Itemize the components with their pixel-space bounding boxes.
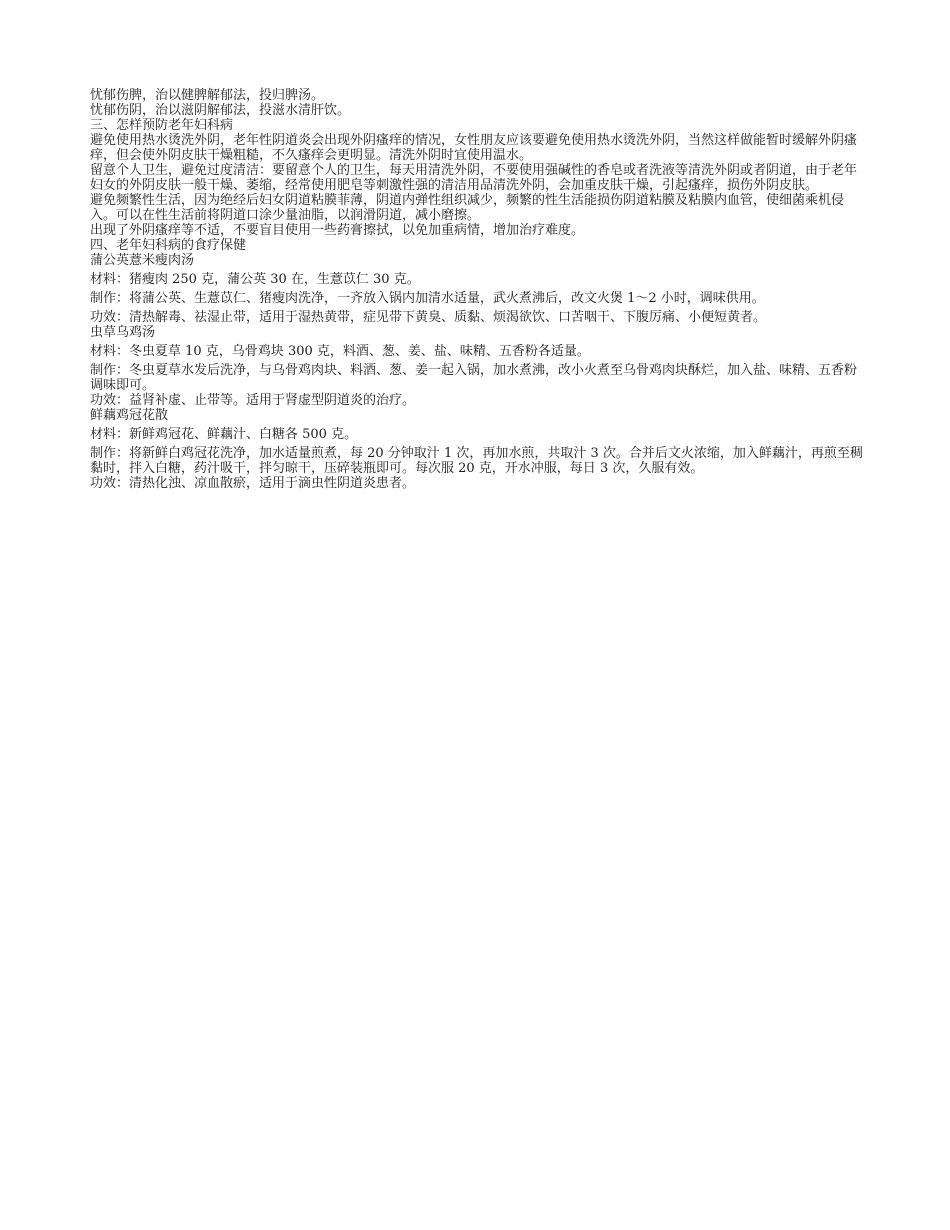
recipe-ingredients: 材料：新鲜鸡冠花、鲜藕汁、白糖各 500 克。 [90, 427, 358, 442]
paragraph-ointment: 出现了外阴瘙痒等不适，不要盲目使用一些药膏擦拭，以免加重病情，增加治疗难度。 [90, 223, 585, 238]
recipe-title-dandelion: 蒲公英薏米瘦肉汤 [90, 253, 195, 268]
section-heading-diet: 四、老年妇科病的食疗保健 [90, 238, 247, 253]
section-heading-prevention: 三、怎样预防老年妇科病 [90, 118, 234, 133]
recipe-method: 制作：冬虫夏草水发后洗净，与乌骨鸡肉块、料酒、葱、姜一起入锅，加水煮沸，改小火煮至乌骨鸡肉块酥烂，加入盐、味精、五香粉调味即可。 [90, 363, 858, 393]
recipe-ingredients: 材料：猪瘦肉 250 克，蒲公英 30 在，生薏苡仁 30 克。 [90, 272, 420, 287]
paragraph-hygiene: 留意个人卫生，避免过度清洁：要留意个人的卫生，每天用清洗外阴，不要使用强碱性的香皂或者洗液等清洗外阴或者阴道，由于老年妇女的外阴皮肤一般干燥、萎缩，经常使用肥皂等刺激性强的清洁用品清洗外阴，会加重皮肤干燥，引起瘙痒，损伤外阴皮肤。 [90, 163, 858, 193]
recipe-effect: 功效：清热化浊、凉血散瘀，适用于滴虫性阴道炎患者。 [90, 476, 416, 491]
recipe-method: 制作：将新鲜白鸡冠花洗净，加水适量煎煮，每 20 分钟取汁 1 次，再加水煎，共取汁 3 次。合并后文火浓缩，加入鲜藕汁，再煎至稠黏时，拌入白糖，药汁吸干，拌匀晾干，压碎装瓶即可。每次服 20 克，开水冲服，每日 3 次，久服有效。 [90, 446, 863, 476]
document-body [90, 88, 865, 491]
paragraph-yin: 忧郁伤阴，治以滋阴解郁法，投滋水清肝饮。 [90, 103, 351, 118]
recipe-ingredients: 材料：冬虫夏草 10 克，乌骨鸡块 300 克，料酒、葱、姜、盐、味精、五香粉各适量。 [90, 344, 590, 359]
recipe-effect: 功效：清热解毒、祛湿止带，适用于湿热黄带，症见带下黄臭、质黏、烦渴欲饮、口苦咽干、下腹厉痛、小便短黄者。 [90, 310, 767, 325]
paragraph-hot-water: 避免使用热水烫洗外阴，老年性阴道炎会出现外阴瘙痒的情况，女性朋友应该要避免使用热水烫洗外阴，当然这样做能暂时缓解外阴瘙痒，但会使外阴皮肤干燥粗糙，不久瘙痒会更明显。清洗外阴时宜使用温水。 [90, 133, 858, 163]
paragraph-spleen: 忧郁伤脾，治以健脾解郁法，投归脾汤。 [90, 88, 325, 103]
recipe-title-cordyceps: 虫草乌鸡汤 [90, 325, 156, 340]
paragraph-sex-life: 避免频繁性生活，因为绝经后妇女阴道粘膜菲薄，阴道内弹性组织减少，频繁的性生活能损伤阴道粘膜及粘膜内血管，使细菌乘机侵入。可以在性生活前将阴道口涂少量油脂，以润滑阴道，减小磨擦。 [90, 193, 845, 223]
recipe-method: 制作：将蒲公英、生薏苡仁、猪瘦肉洗净，一齐放入锅内加清水适量，武火煮沸后，改文火煲 1～2 小时，调味供用。 [90, 291, 765, 306]
recipe-effect: 功效：益肾补虚、止带等。适用于肾虚型阴道炎的治疗。 [90, 393, 416, 408]
recipe-title-cockscomb: 鲜藕鸡冠花散 [90, 408, 169, 423]
